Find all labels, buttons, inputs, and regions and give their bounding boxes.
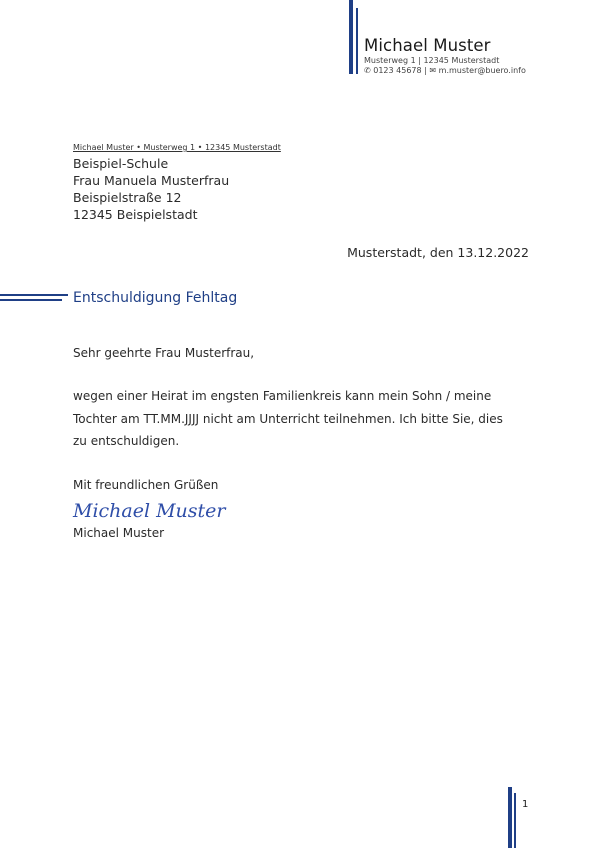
subject-accent-line-1 (0, 294, 68, 296)
recipient-line-2: Frau Manuela Musterfrau (73, 173, 230, 188)
footer-accent-bar-thin (514, 793, 516, 848)
subject-accent-line-2 (0, 299, 62, 301)
sender-address: Musterweg 1 | 12345 Musterstadt (364, 56, 500, 65)
signer-name: Michael Muster (73, 526, 165, 540)
subject-heading: Entschuldigung Fehltag (73, 290, 238, 306)
header-accent-bar-thin (356, 8, 358, 74)
sender-name: Michael Muster (364, 36, 491, 55)
sender-contact (364, 66, 526, 75)
footer-accent-bar-thick (508, 787, 512, 848)
sender-phone: 0123 45678 (373, 66, 422, 75)
page-number: 1 (522, 799, 529, 810)
handwritten-signature: Michael Muster (73, 500, 226, 522)
recipient-line-1: Beispiel-Schule (73, 156, 169, 171)
mail-icon: ✉ (429, 66, 437, 75)
body-line-3: zu entschuldigen. (73, 434, 180, 448)
salutation: Sehr geehrte Frau Musterfrau, (73, 346, 255, 360)
letter-date: Musterstadt, den 13.12.2022 (347, 245, 529, 260)
closing: Mit freundlichen Grüßen (73, 478, 219, 492)
phone-icon: ✆ (364, 66, 371, 75)
contact-separator: | (424, 66, 427, 75)
recipient-line-3: Beispielstraße 12 (73, 190, 182, 205)
body-line-2: Tochter am TT.MM.JJJJ nicht am Unterricht teilnehmen. Ich bitte Sie, dies (73, 412, 503, 426)
return-address-line: Michael Muster • Musterweg 1 • 12345 Musterstadt (73, 143, 281, 152)
header-accent-bar-thick (349, 0, 353, 74)
sender-email: m.muster@buero.info (438, 66, 526, 75)
body-line-1: wegen einer Heirat im engsten Familienkreis kann mein Sohn / meine (73, 389, 492, 403)
recipient-line-4: 12345 Beispielstadt (73, 207, 198, 222)
